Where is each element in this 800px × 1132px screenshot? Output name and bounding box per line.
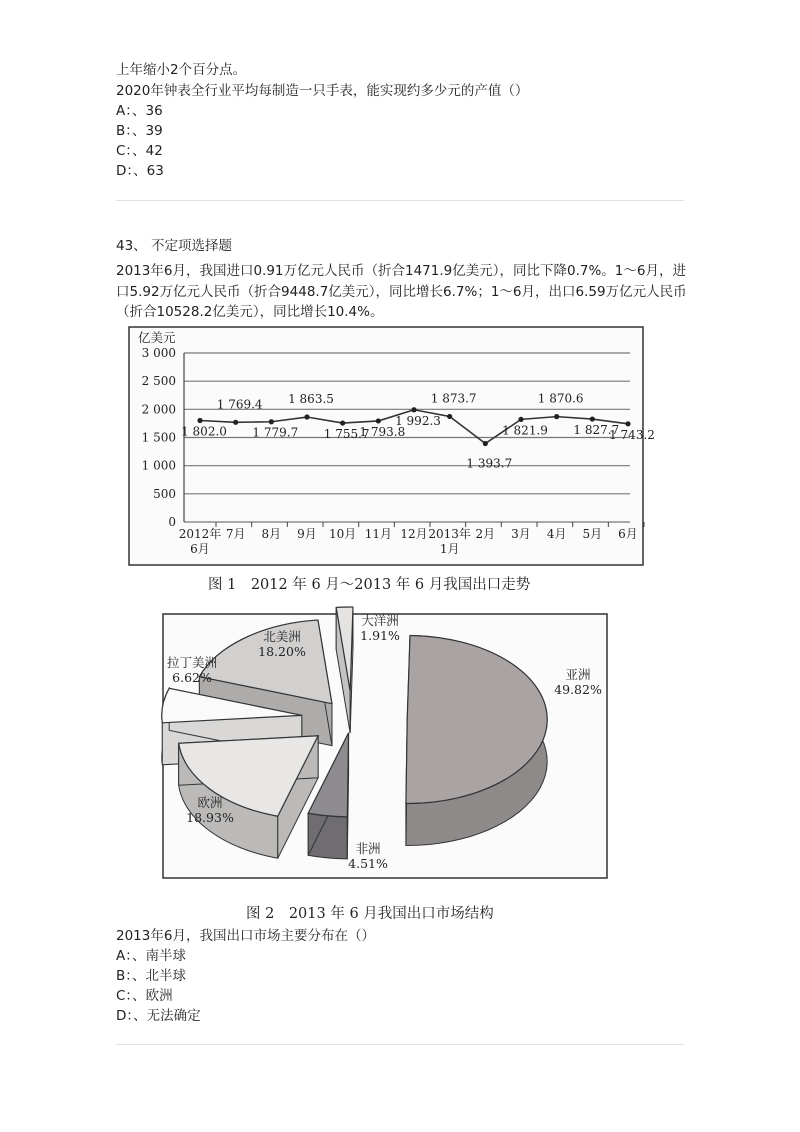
y-tick-label: 3 000 bbox=[141, 346, 176, 360]
pie-label-value: 18.20% bbox=[258, 644, 306, 659]
data-label: 1 863.5 bbox=[288, 392, 334, 407]
data-label: 1 992.3 bbox=[395, 413, 441, 428]
x-tick-label: 10月 bbox=[329, 527, 357, 541]
data-point bbox=[411, 407, 416, 412]
line-chart-svg bbox=[128, 326, 655, 566]
data-point bbox=[376, 418, 381, 423]
question-43-paragraph: 2013年6月，我国进口0.91万亿元人民币（折合1471.9亿美元），同比下降0.7%。1～6月，进口5.92万亿元人民币（折合9448.7亿美元），同比增长6.7%；1～6月，出口6.59万亿元人民币（折合10528.2亿美元），同比增长10.4%。 bbox=[116, 263, 687, 320]
x-tick-label: 3月 bbox=[511, 527, 531, 541]
figure-2-pie-chart bbox=[162, 613, 608, 879]
x-tick-label: 4月 bbox=[546, 527, 567, 541]
data-point bbox=[340, 420, 345, 425]
x-tick-label: 8月 bbox=[261, 527, 282, 541]
data-point bbox=[304, 414, 309, 419]
question-43-stem: 2013年6月，我国出口市场主要分布在（） bbox=[116, 928, 375, 944]
data-point bbox=[483, 441, 488, 446]
q43-option-b[interactable]: B：、北半球 bbox=[116, 968, 187, 984]
x-tick-label: 11月 bbox=[364, 527, 392, 541]
q43-option-a[interactable]: A：、南半球 bbox=[116, 948, 186, 964]
figure-1-line-chart bbox=[128, 326, 655, 566]
y-axis-label: 亿美元 bbox=[138, 330, 176, 345]
data-label: 1 802.0 bbox=[181, 424, 227, 439]
prev-option-d[interactable]: D：、63 bbox=[116, 163, 164, 179]
pie-chart-svg bbox=[162, 613, 608, 879]
data-label: 1 870.6 bbox=[537, 391, 584, 406]
data-point bbox=[233, 420, 238, 425]
prev-question-continuation: 上年缩小2个百分点。 bbox=[116, 62, 247, 78]
pie-label-name: 北美洲 bbox=[263, 629, 301, 644]
data-label: 1 743.2 bbox=[609, 427, 655, 442]
data-label: 1 769.4 bbox=[216, 397, 263, 412]
prev-option-c[interactable]: C：、42 bbox=[116, 143, 163, 159]
data-point bbox=[197, 418, 202, 423]
data-point bbox=[518, 417, 523, 422]
divider-bottom bbox=[116, 1044, 684, 1045]
pie-label-name: 欧洲 bbox=[197, 795, 223, 810]
pie-label-name: 大洋洲 bbox=[361, 613, 399, 628]
data-point bbox=[625, 421, 630, 426]
q43-option-d[interactable]: D：、无法确定 bbox=[116, 1008, 201, 1024]
x-tick-label: 1月 bbox=[439, 542, 460, 556]
y-tick-label: 2 000 bbox=[141, 402, 176, 417]
figure-1-caption: 图 1 2012 年 6 月～2013 年 6 月我国出口走势 bbox=[208, 577, 531, 593]
x-tick-label: 5月 bbox=[582, 527, 603, 541]
prev-option-b[interactable]: B：、39 bbox=[116, 123, 163, 139]
data-label: 1 821.9 bbox=[502, 423, 548, 438]
x-tick-label: 2012年 bbox=[178, 527, 222, 541]
data-point bbox=[590, 416, 595, 421]
y-tick-label: 1 500 bbox=[141, 430, 176, 445]
x-tick-label: 9月 bbox=[297, 527, 317, 541]
pie-label-value: 6.62% bbox=[172, 670, 212, 685]
data-label: 1 779.7 bbox=[252, 425, 299, 440]
figure-2-caption: 图 2 2013 年 6 月我国出口市场结构 bbox=[246, 906, 494, 922]
data-label: 1 793.8 bbox=[359, 424, 406, 439]
x-tick-label: 2月 bbox=[475, 527, 496, 541]
pie-label-name: 拉丁美洲 bbox=[166, 655, 218, 670]
x-tick-label: 2013年 bbox=[428, 527, 471, 541]
x-tick-label: 6月 bbox=[618, 527, 638, 541]
pie-label-value: 4.51% bbox=[348, 856, 388, 871]
pie-label-name: 亚洲 bbox=[565, 667, 591, 682]
data-label: 1 827.7 bbox=[573, 423, 620, 438]
pie-label-value: 1.91% bbox=[360, 628, 400, 643]
data-label: 1 873.7 bbox=[430, 391, 477, 406]
prev-question-stem: 2020年钟表全行业平均每制造一只手表，能实现约多少元的产值（） bbox=[116, 83, 529, 99]
prev-option-a[interactable]: A：、36 bbox=[116, 103, 163, 119]
q43-option-c[interactable]: C：、欧洲 bbox=[116, 988, 173, 1004]
data-point bbox=[554, 414, 559, 419]
x-tick-label: 7月 bbox=[225, 527, 246, 541]
pie-label-name: 非洲 bbox=[355, 841, 381, 856]
y-tick-label: 0 bbox=[168, 515, 176, 529]
y-tick-label: 500 bbox=[153, 486, 176, 501]
x-tick-label: 6月 bbox=[190, 542, 210, 556]
data-label: 1 755.7 bbox=[323, 427, 370, 442]
data-label: 1 393.7 bbox=[466, 456, 513, 471]
data-point bbox=[447, 414, 452, 419]
divider-top bbox=[116, 200, 684, 201]
pie-label-value: 49.82% bbox=[554, 682, 602, 697]
y-tick-label: 2 500 bbox=[141, 374, 176, 389]
pie-label-value: 18.93% bbox=[186, 810, 234, 825]
data-point bbox=[269, 419, 274, 424]
y-tick-label: 1 000 bbox=[141, 458, 176, 473]
question-43-header: 43、 不定项选择题 bbox=[116, 238, 232, 254]
x-tick-label: 12月 bbox=[400, 527, 428, 541]
